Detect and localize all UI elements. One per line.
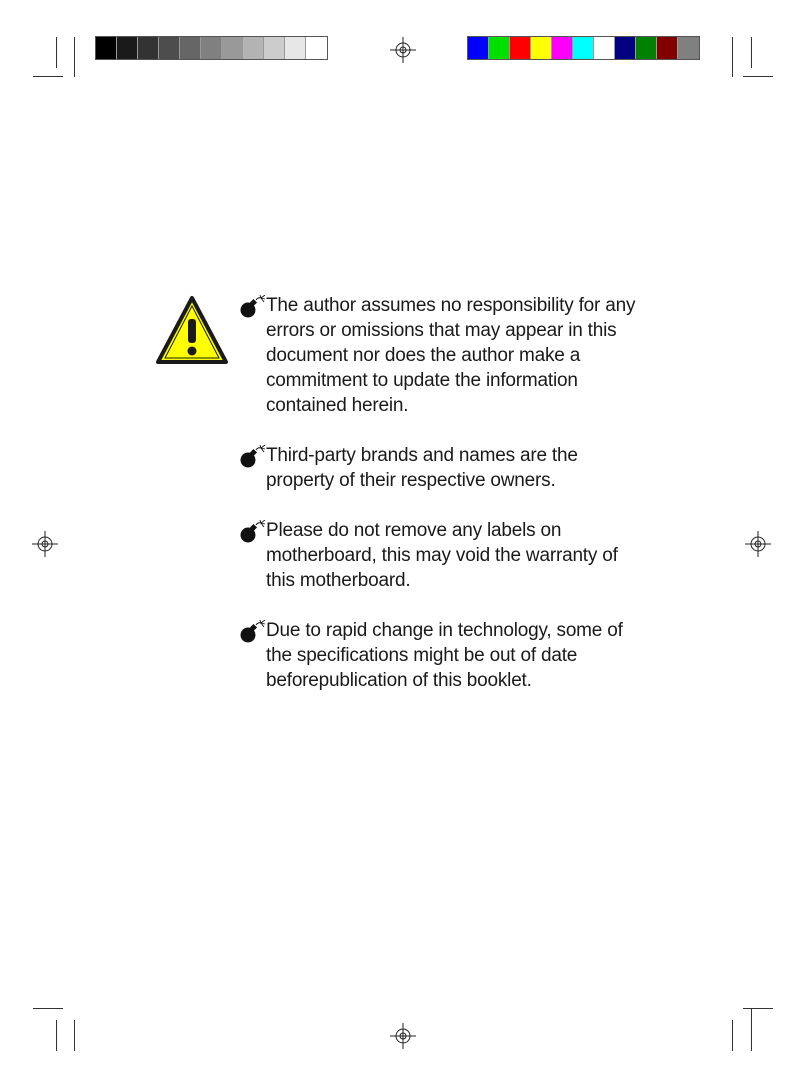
color-swatch — [117, 37, 138, 59]
color-swatch — [243, 37, 264, 59]
crosshair-icon — [390, 37, 416, 63]
color-swatch — [489, 37, 510, 59]
color-swatch — [138, 37, 159, 59]
bomb-icon — [238, 618, 266, 644]
color-swatch — [657, 37, 678, 59]
crop-mark — [56, 1020, 57, 1051]
list-item — [238, 443, 658, 493]
crop-mark — [743, 76, 773, 77]
crop-mark — [751, 1008, 752, 1051]
notice-list — [238, 293, 658, 718]
color-swatch — [552, 37, 573, 59]
color-swatch — [468, 37, 489, 59]
list-item — [238, 618, 658, 693]
color-swatch — [306, 37, 327, 59]
color-swatch — [285, 37, 306, 59]
bomb-icon — [238, 293, 266, 319]
color-swatch — [531, 37, 552, 59]
crop-mark — [743, 1008, 773, 1009]
crop-mark — [732, 37, 733, 77]
crosshair-icon — [745, 531, 771, 557]
color-calibration-bar — [467, 36, 700, 60]
color-swatch — [573, 37, 594, 59]
color-swatch — [615, 37, 636, 59]
crop-mark — [56, 37, 57, 68]
warning-triangle-icon — [155, 295, 229, 365]
bomb-icon — [238, 518, 266, 544]
color-swatch — [594, 37, 615, 59]
notice-text: Third-party brands and names are the property of their respective owners. — [266, 445, 578, 491]
color-swatch — [96, 37, 117, 59]
crop-mark — [74, 37, 75, 77]
list-item — [238, 518, 658, 593]
crop-mark — [33, 76, 63, 77]
color-swatch — [159, 37, 180, 59]
color-swatch — [180, 37, 201, 59]
color-swatch — [264, 37, 285, 59]
notice-text: Please do not remove any labels on motherboard, this may void the warranty of this motherboard. — [266, 520, 618, 591]
list-item — [238, 293, 658, 418]
grayscale-calibration-bar — [95, 36, 328, 60]
crop-mark — [732, 1020, 733, 1051]
crosshair-icon — [32, 531, 58, 557]
crop-mark — [74, 1020, 75, 1051]
color-swatch — [222, 37, 243, 59]
color-swatch — [678, 37, 699, 59]
notice-text: The author assumes no responsibility for any errors or omissions that may appear in this document nor does the author make a commitment to update the information contained herein. — [266, 295, 636, 416]
color-swatch — [510, 37, 531, 59]
crop-mark — [33, 1008, 63, 1009]
bomb-icon — [238, 443, 266, 469]
crop-mark — [751, 37, 752, 68]
color-swatch — [636, 37, 657, 59]
crosshair-icon — [390, 1023, 416, 1049]
notice-text: Due to rapid change in technology, some of the specifications might be out of date beforepublication of this booklet. — [266, 620, 623, 691]
color-swatch — [201, 37, 222, 59]
